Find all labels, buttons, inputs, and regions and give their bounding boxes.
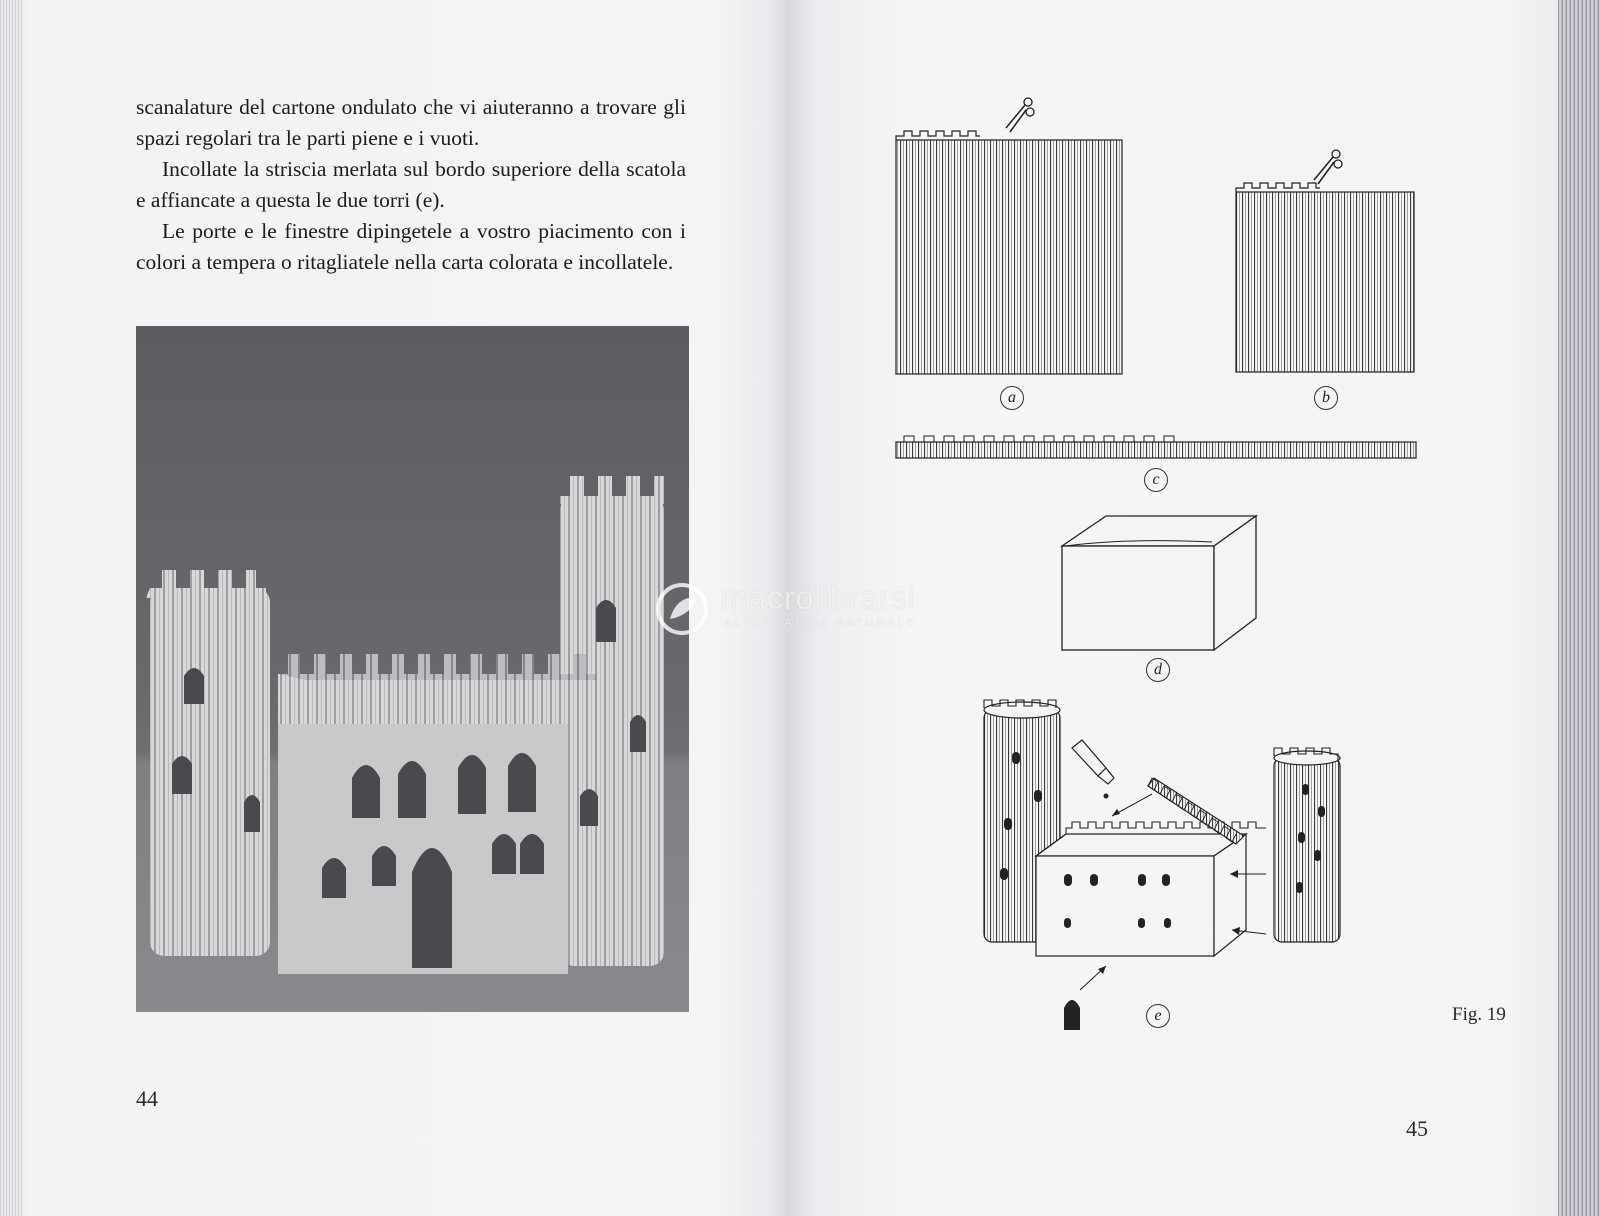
body-text: [136, 92, 686, 278]
label-e: e: [1146, 1004, 1170, 1028]
watermark-tagline: ALTERNATIVA NATURALE: [724, 617, 918, 629]
label-a: a: [1000, 386, 1024, 410]
label-d: d: [1146, 658, 1170, 682]
watermark-logo-icon: [652, 579, 712, 639]
paragraph-2: Incollate la striscia merlata sul bordo superiore della scatola e affiancate a questa le due torri (e).: [136, 157, 686, 212]
figure-label: Fig. 19: [1452, 1004, 1506, 1025]
castle-photo: [136, 326, 689, 1012]
page-number-right: 45: [1406, 1116, 1428, 1141]
label-b: b: [1314, 386, 1338, 410]
paragraph-3: Le porte e le finestre dipingetele a vostro piacimento con i colori a tempera o ritagliatele nella carta colorata e incollatele.: [136, 219, 686, 274]
label-c: c: [1144, 468, 1168, 492]
castle-photo-drawing: [136, 326, 689, 1012]
watermark-name: macrolibrarsi: [720, 579, 916, 616]
page-number-left: 44: [136, 1086, 158, 1111]
watermark: [652, 579, 958, 639]
page-edge: [1558, 0, 1600, 1216]
paragraph-1: scanalature del cartone ondulato che vi aiuteranno a trovare gli spazi regolari tra le parti piene e i vuoti.: [136, 95, 686, 150]
